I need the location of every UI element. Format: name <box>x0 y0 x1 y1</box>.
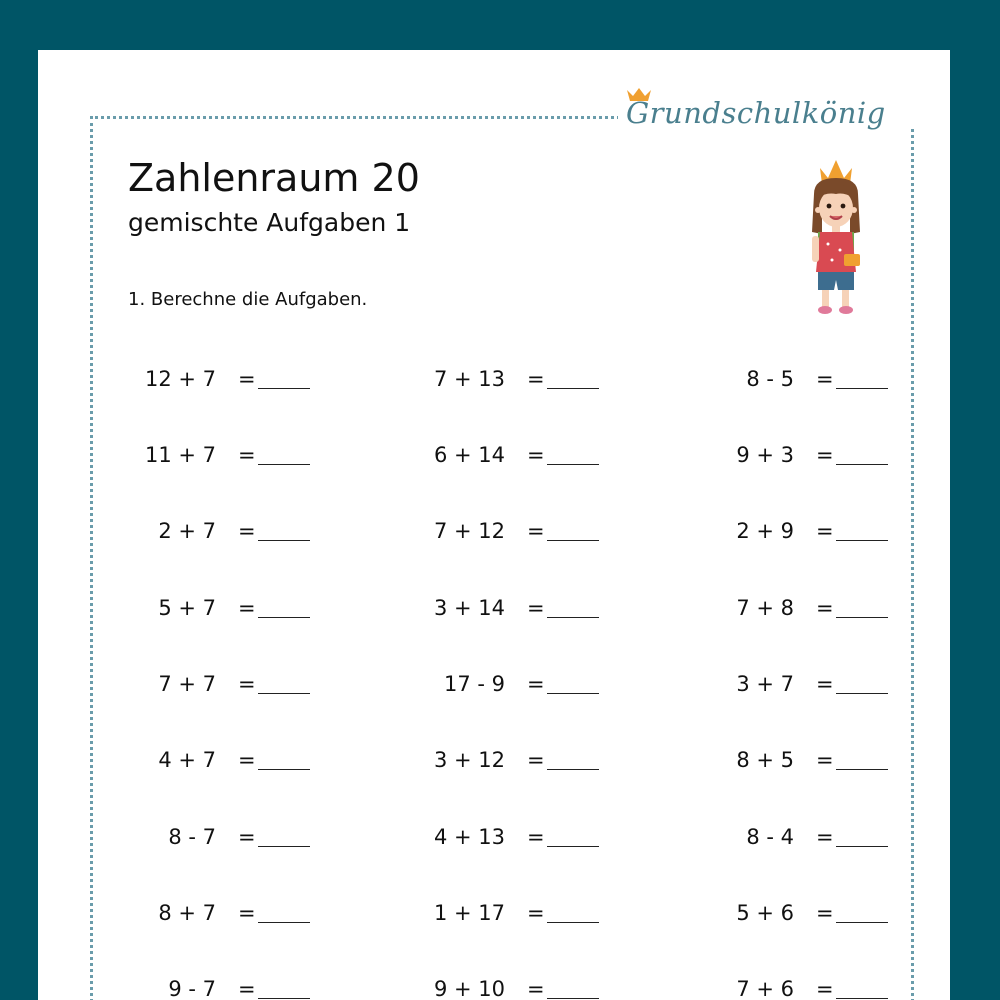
answer-blank[interactable] <box>547 693 599 694</box>
answer-blank[interactable] <box>258 769 310 770</box>
answer-blank[interactable] <box>836 922 888 923</box>
task-instruction: 1. Berechne die Aufgaben. <box>128 289 368 310</box>
answer-blank[interactable] <box>547 617 599 618</box>
answer-blank[interactable] <box>836 388 888 389</box>
answer-blank[interactable] <box>547 846 599 847</box>
dotted-frame <box>90 116 914 1000</box>
answer-blank[interactable] <box>258 388 310 389</box>
answer-blank[interactable] <box>547 769 599 770</box>
answer-blank[interactable] <box>258 922 310 923</box>
answer-blank[interactable] <box>547 540 599 541</box>
answer-blank[interactable] <box>258 693 310 694</box>
brand-logo: Grundschulkönig <box>626 96 886 130</box>
answer-blank[interactable] <box>258 464 310 465</box>
answer-blank[interactable] <box>836 769 888 770</box>
answer-blank[interactable] <box>836 693 888 694</box>
answer-blank[interactable] <box>547 998 599 999</box>
worksheet-page: Grundschulkönig Zahlenraum 20 gemischte Aufgaben 1 1. Berechne die Aufgaben. 12 + 7 = 11 + 7 = 2 + 7 = 5 + 7 = 7 + 7 = 4 + 7 = 8 - 7 = 8 + 7 = 9 - 7 = 7 + 13 = 6 + 14 = 7 + 12 = 3 + 14 = 17 - 9 = 3 + 12 = 4 + 13 = 1 + 17 = 9 + 10 = 8 - 5 = 9 + 3 = 2 + 9 = 7 + 8 = 3 + 7 = 8 + 5 = 8 - 4 = 5 + 6 = 7 + 6 = <box>38 50 950 1000</box>
answer-blank[interactable] <box>836 998 888 999</box>
child-illustration <box>794 154 878 316</box>
answer-blank[interactable] <box>836 540 888 541</box>
answer-blank[interactable] <box>258 998 310 999</box>
worksheet-subtitle: gemischte Aufgaben 1 <box>128 208 411 237</box>
answer-blank[interactable] <box>836 464 888 465</box>
answer-blank[interactable] <box>547 388 599 389</box>
answer-blank[interactable] <box>258 617 310 618</box>
answer-blank[interactable] <box>258 846 310 847</box>
answer-blank[interactable] <box>547 464 599 465</box>
answer-blank[interactable] <box>547 922 599 923</box>
worksheet-title: Zahlenraum 20 <box>128 156 420 200</box>
answer-blank[interactable] <box>836 846 888 847</box>
answer-blank[interactable] <box>258 540 310 541</box>
answer-blank[interactable] <box>836 617 888 618</box>
